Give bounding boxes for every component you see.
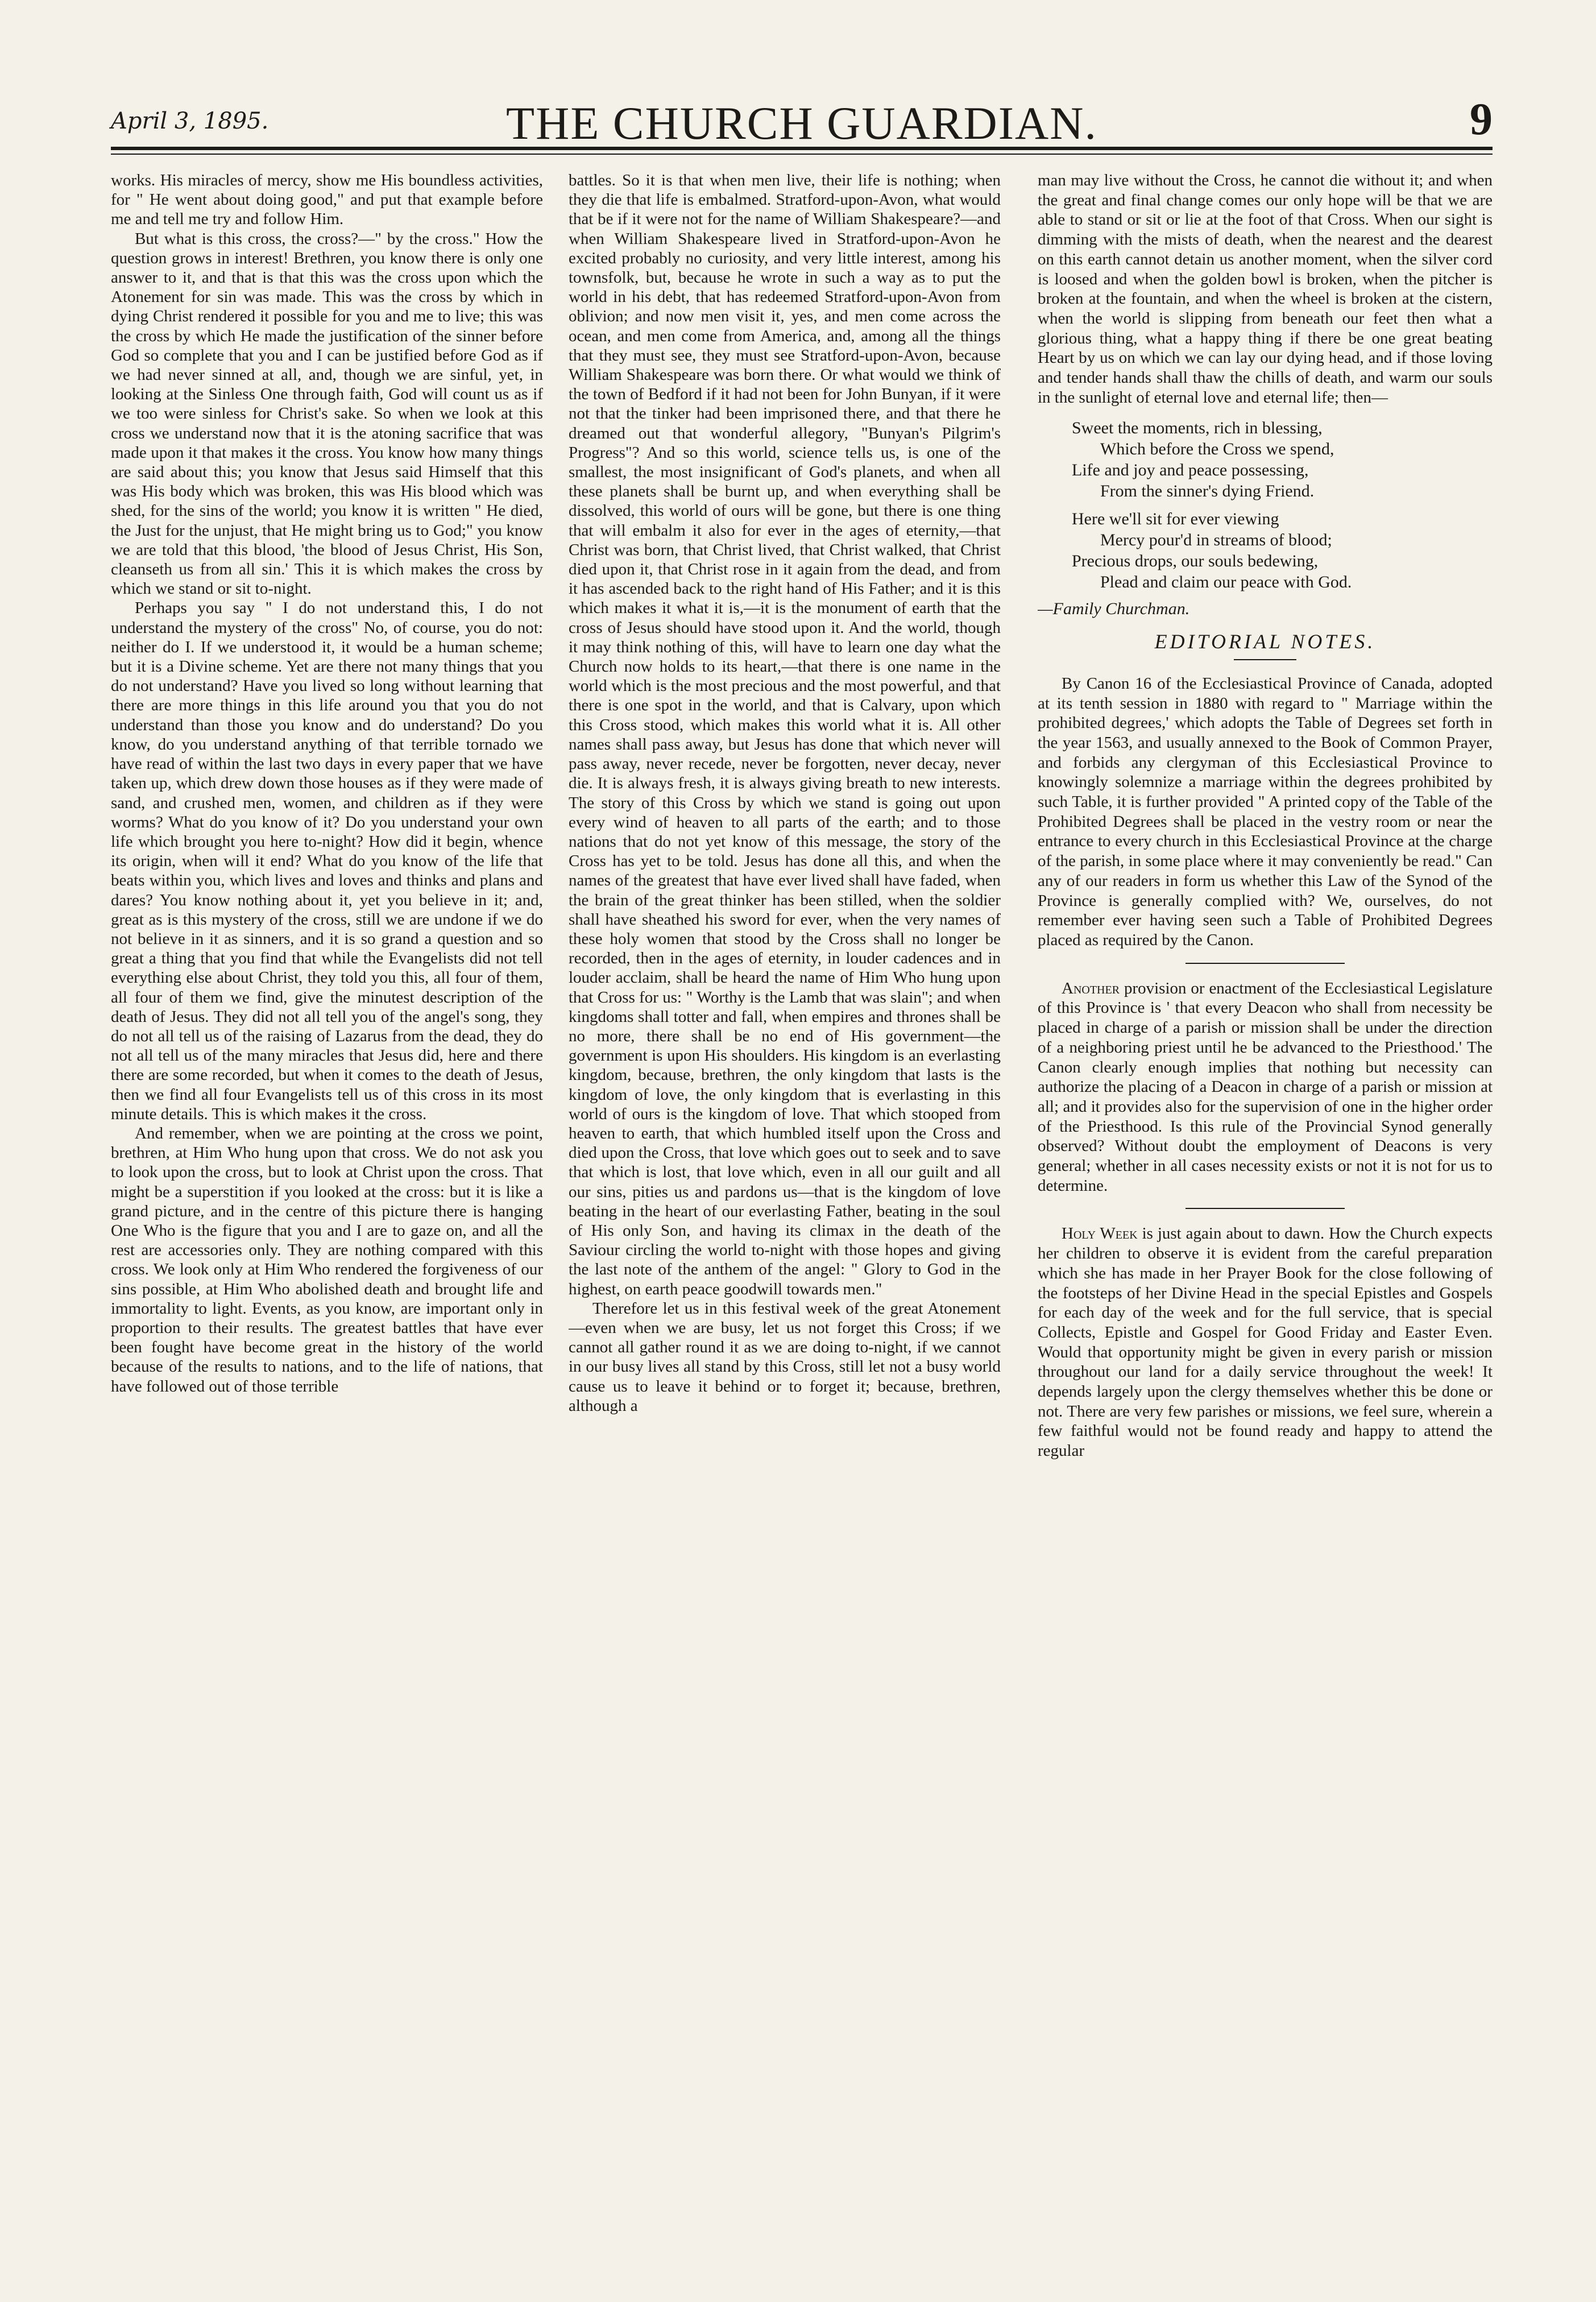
paragraph: works. His miracles of mercy, show me His boundless activities, for " He went about doing good," and put that example before me and tell me try and follow Him. [111,171,543,229]
hymn-verse [1038,417,1493,593]
divider [1234,659,1296,660]
verse-line: Here we'll sit for ever viewing [1072,510,1279,529]
verse-line: Which before the Cross we spend, [1100,440,1334,459]
verse-line: Sweet the moments, rich in blessing, [1072,419,1323,438]
paragraph [1038,979,1493,1196]
stanza [1038,417,1493,502]
paragraph-body: is just again about to dawn. How the Church expects her children to observe it is evident from the careful preparation which she has made in her Prayer Book for the close following of the footsteps of her Divine Head in the special Epistles and Gospels for each day of the week and for the full service, that is special Collects, Epistle and Gospel for Good Friday and Easter Even. Would that opportunity might be given in every parish or mission throughout our land for a daily service throughout the week! It depends largely upon the clergy themselves whether this be done or not. There are very few parishes or missions, we feel sure, wherein a few faithful would not be found ready and happy to attend the regular [1038,1224,1493,1460]
page-header [111,80,1493,165]
paragraph [1038,1224,1493,1460]
column-2 [569,171,1001,2275]
paragraph: battles. So it is that when men live, their life is nothing; when they die that life is embalmed. Stratford-upon-Avon, what would that be if it were not for the name of William Shakespeare?—and when William Shakespeare lived in Stratford-upon-Avon he excited probably no curiosity, and very little interest, among his townsfolk, but, because he wrote in such a way as to put the world in his debt, that has redeemed Stratford-upon-Avon from oblivion; and now men visit it, yes, and men come across the ocean, and men come from America, and, among all the things that they must see, they must see Stratford-upon-Avon, because William Shakespeare was born there. Or what would we think of the town of Bedford if it had not been for John Bunyan, if it were not that the tinker had been imprisoned there, and that there he dreamed out that wonderful allegory, "Bunyan's Pilgrim's Progress"? And so this world, science tells us, is one of the smallest, the most insignificant of God's planets, and when all these planets shall be burnt up, and when everything shall be dissolved, this world of ours will be gone, but there is one thing that will embalm it also for ever in the ages of eternity,—that Christ was born, that Christ lived, that Christ walked, that Christ died upon it, that Christ rose in it again from the dead, and from it has ascended back to the right hand of His Father; and it is this which makes it what it is,—it is the monument of earth that the cross of Jesus should have stood upon it. And the world, though it may think nothing of this, will have to learn one day what the Church now holds to its heart,—that there is one name in the world which is the most precious and the most powerful, and that there is one spot in the world, and that is Calvary, upon which this Cross stood, which makes this world what it is. All other names shall pass away, but Jesus has done that which never will pass away, never recede, never be forgotten, never decay, never die. It is always fresh, it is always giving breath to new interests. The story of this Cross by which we stand is going out upon every wind of heaven to all parts of the earth; and to those nations that do not yet know of this message, the story of the Cross has yet to be told. Jesus has done all this, and when the names of the greatest that have ever lived shall have faded, when the brain of the great thinker has been stilled, when the soldier shall have sheathed his sword for ever, when the very names of these holy women that stood by the Cross shall no longer be recorded, then in the ages of eternity, in louder cadences and in louder acclaim, shall be heard the name of Him Who hung upon that Cross for us: " Worthy is the Lamb that was slain"; and when kingdoms shall totter and fall, when empires and thrones shall be no more, there shall be no end of His government—the government is upon His shoulders. His kingdom is an everlasting kingdom, because, brethren, the only kingdom that lasts is the kingdom of love, the only kingdom that is everlasting in this world of ours is the kingdom of love. That which stooped from heaven to earth, that which humbled itself upon the Cross and died upon the Cross, that love which goes out to seek and to save that which is lost, that love which, even in all our guilt and all our sins, pities us and pardons us—that is the kingdom of love beating in the heart of our everlasting Father, beating in the soul of His only Son, and having its climax in the death of the Saviour circling the world to-night with those hopes and giving the last note of the anthem of the angel: " Glory to God in the highest, on earth peace goodwill towards men." [569,171,1001,1298]
verse-line: Plead and claim our peace with God. [1100,573,1352,592]
paragraph: By Canon 16 of the Ecclesiastical Province of Canada, adopted at its tenth session in 1880 with regard to " Marriage within the prohibited degrees,' which adopts the Table of Degrees set forth in the year 1563, and usually annexed to the Book of Common Prayer, and forbids any clergyman of this Ecclesiastical Province to knowingly solemnize a marriage within the degrees prohibited by such Table, it is further provided " A printed copy of the Table of the Prohibited Degrees shall be placed in the vestry room or near the entrance to every church in this Ecclesiastical Province at the charge of the parish, in some place where it may conveniently be read." Can any of our readers in form us whether this Law of the Synod of the Province is generally complied with? We, ourselves, do not remember ever having seen such a Table of Prohibited Degrees placed as required by the Canon. [1038,674,1493,949]
verse-line: Precious drops, our souls bedewing, [1072,552,1319,571]
paragraph: man may live without the Cross, he cannot die without it; and when the great and final change comes our only hope will be that we are able to stand or sit or lie at the foot of that Cross. When our sight is dimming with the mists of death, when the nearest and the dearest on this earth cannot detain us another moment, when the silver cord is loosed and when the golden bowl is broken, when the pitcher is broken at the fountain, and when the wheel is broken at the cistern, when the world is slipping from beneath our feet then what a glorious thing, what a happy thing if there be one great beating Heart by us on which we can lay our dying head, and if those loving and tender hands shall thaw the chills of death, and warm our souls in the sunlight of eternal love and eternal life; then— [1038,171,1493,407]
paragraph: Therefore let us in this festival week of the great Atonement—even when we are busy, let us not forget this Cross; if we cannot all gather round it as we are doing to-night, if we cannot in our busy lives all stand by this Cross, still let not a busy world cause us to leave it behind or to forget it; because, brethren, although a [569,1299,1001,1415]
paragraph: Perhaps you say " I do not understand this, I do not understand the mystery of the cross" No, of course, you do not: neither do I. If we understood it, it would be a human scheme; but it is a Divine scheme. Yet are there not many things that you do not understand? Have you lived so long without learning that there are more things in this life around you that you do not understand than those you know and do understand? Do you know, do you understand anything of that terrible tornado we have read of within the last two days in every paper that we have taken up, which drew down those houses as if they were made of sand, and crushed men, women, and children as if they were worms? What do you know of it? Do you understand your own life which brought you here to-night? How did it begin, whence its origin, when will it end? What do you know of the life that beats within you, which lives and loves and thinks and plans and dares? You know nothing about it, yet you believe in it; and, great as is this mystery of the cross, still we are undone if we do not believe in it as sinners, and it is so grand a question and so great a thing that you find that while the Evangelists did not tell everything else about Christ, they told you this, all four of them, all four of them we find, give the minutest description of the death of Jesus. They did not all tell you of the angel's song, they do not all tell us of the raising of Lazarus from the dead, they do not all tell us of the many miracles that Jesus did, here and there there are some recorded, but when it comes to the death of Jesus, then we find all four Evangelists tell us of this cross in its most minute details. This is which makes it the cross. [111,599,543,1123]
paragraph: And remember, when we are pointing at the cross we point, brethren, at Him Who hung upon that cross. We do not ask you to look upon the cross, but to look at Christ upon the cross. That might be a superstition if you looked at the cross: but it is like a grand picture, and in the centre of this picture there is hanging One Who is the figure that you and I are to gaze on, and all the rest are accessories only. They are nothing compared with this cross. We look only at Him Who rendered the forgiveness of our sins possible, at Him Who abolished death and brought life and immortality to light. Events, as you know, are important only in proportion to their results. The greatest battles that have ever been fought have become great in the history of the world because of the results to nations, and to the life of nations, that have followed out of those terrible [111,1124,543,1396]
stanza [1038,508,1493,593]
source-credit: —Family Churchman. [1038,599,1190,619]
header-rule-thin [111,154,1493,155]
lead-in: Holy Week [1062,1224,1138,1243]
paragraph: But what is this cross, the cross?—" by the cross." How the question grows in interest! Brethren, you know there is only one answer to it, and that is that this was the cross upon which the Atonement for sin was made. This was the cross by which in dying Christ rendered it possible for you and me to live; this was the cross by which He made the justification of the sinner before God so complete that you and I can be justified before God as if we had never sinned at all, and, though we are sinful, yet, in looking at the Sinless One through faith, God will count us as if we too were sinless for Christ's sake. So when we look at this cross we understand now that it is the atoning sacrifice that was made upon it that makes it the cross. You know how many things are said about this; you know that Jesus said Himself that this was His body which was broken, this was His blood which was shed, for the sins of the world; you know it is written " He died, the Just for the unjust, that He might bring us to God;" you know we are told that this blood, 'the blood of Jesus Christ, His Son, cleanseth us from all sin.' This it is which makes the cross by which we stand or sit to-night. [111,229,543,598]
header-rule-thick [111,147,1493,150]
issue-date: April 3, 1895. [111,108,269,134]
verse-line: Mercy pour'd in streams of blood; [1100,531,1332,550]
page-number: 9 [1470,94,1493,144]
paragraph-body: provision or enactment of the Ecclesiastical Legislature of this Province is ' that every Deacon who shall from necessity be placed in charge of a parish or mission shall be under the direction of a neighboring priest until he be advanced to the Priesthood.' The Canon clearly enough implies that nothing but necessity can authorize the placing of a Deacon in charge of a parish or mission at all; and it provides also for the supervision of one in the higher order of the Priesthood. Is this rule of the Provincial Synod generally observed? Without doubt the employment of Deacons is very general; whether in all cases necessity exists or not it is not for us to determine. [1038,979,1493,1195]
divider [1185,963,1345,964]
divider [1185,1208,1345,1209]
lead-in: Another [1062,979,1120,997]
masthead-title: THE CHURCH GUARDIAN. [506,97,1097,149]
section-heading: EDITORIAL NOTES. [1154,630,1376,653]
verse-line: From the sinner's dying Friend. [1100,482,1315,501]
column-1 [111,171,543,2275]
verse-line: Life and joy and peace possessing, [1072,461,1309,480]
column-3 [1038,171,1493,2275]
